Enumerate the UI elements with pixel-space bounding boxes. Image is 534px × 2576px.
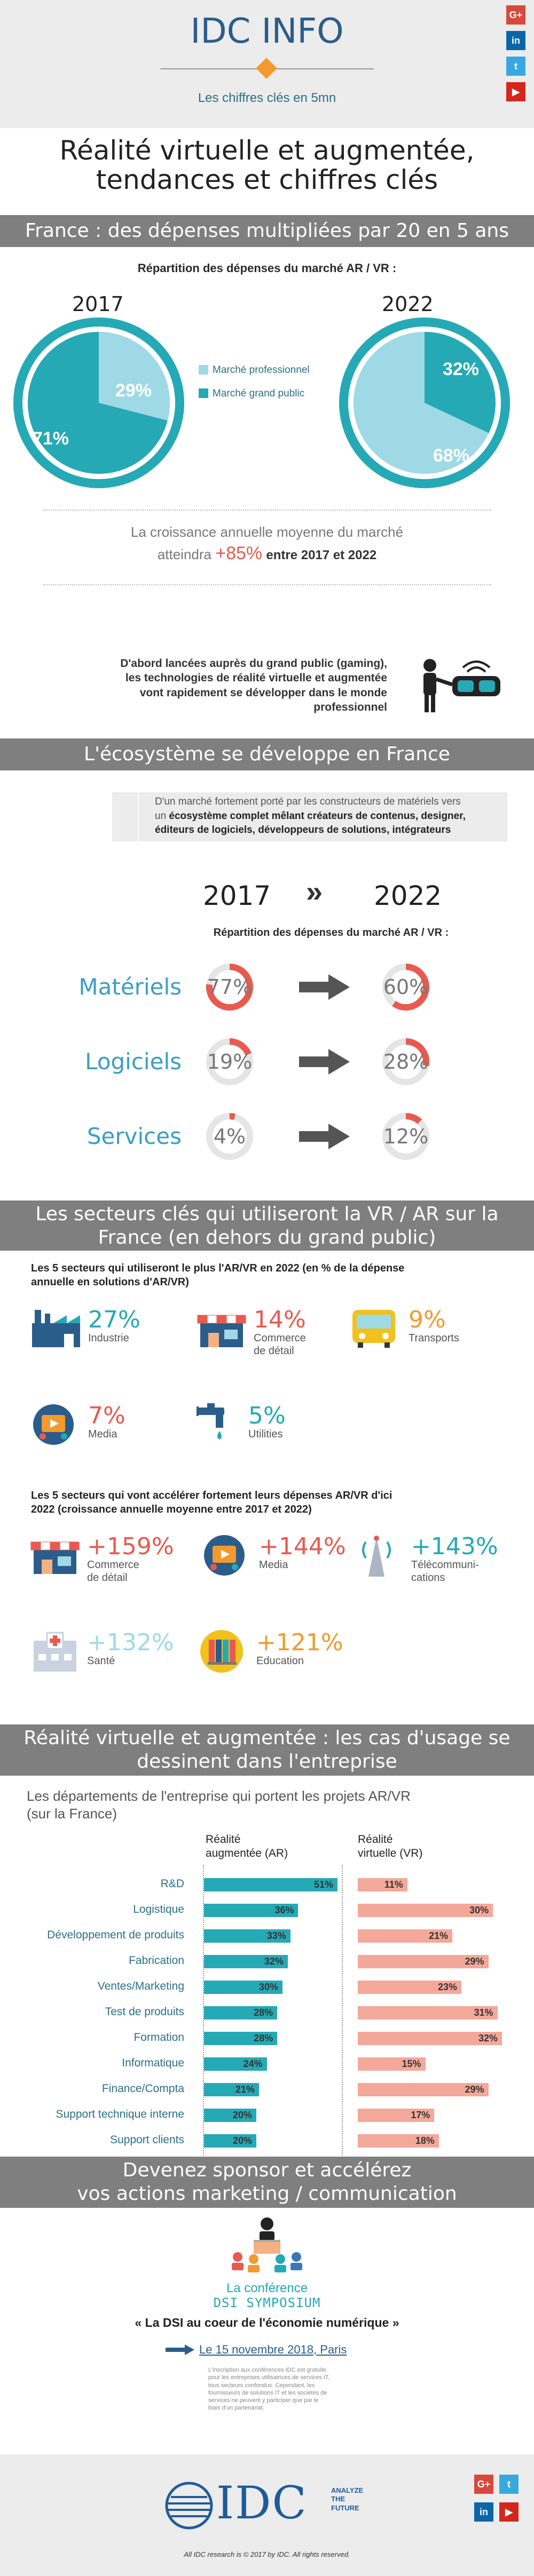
bar-ar: 21% xyxy=(204,2083,259,2096)
col-vr-label xyxy=(358,1833,422,1861)
conference-small-1: L'inscription aux conférences IDC est gratuite xyxy=(208,2367,326,2373)
sector-name: Transports xyxy=(409,1332,459,1344)
intro-text-bold-c: éditeurs de logiciels, développeurs de solutions, intégrateurs xyxy=(155,824,451,836)
bar-vr: 15% xyxy=(358,2057,426,2071)
media-icon xyxy=(204,1535,245,1576)
sector-name: de détail xyxy=(254,1345,294,1357)
conference-label-b: DSI SYMPOSIUM xyxy=(213,2295,321,2310)
growth-dots-top xyxy=(43,510,491,511)
sector-value: +121% xyxy=(256,1629,343,1656)
eco-category-label: Matériels xyxy=(78,974,182,1000)
bar-ar: 51% xyxy=(204,1878,337,1891)
bar-ar: 24% xyxy=(204,2057,267,2071)
label-pro: 29% xyxy=(115,380,152,401)
sector-name: de détail xyxy=(87,1572,128,1584)
sector-name: cations xyxy=(411,1572,445,1584)
bar-ar: 36% xyxy=(204,1904,298,1917)
bar-vr: 30% xyxy=(358,1904,493,1917)
conference-small-3: tous secteurs confondus. Cependant, les xyxy=(208,2382,315,2389)
eco-value-label: 77% xyxy=(207,975,253,999)
footer-googleplus-icon[interactable]: G+ xyxy=(474,2475,493,2494)
bar-ar: 32% xyxy=(204,1955,288,1968)
conference-label[interactable] xyxy=(160,2281,374,2310)
section4-banner-a: Réalité virtuelle et augmentée : les cas d'usage se xyxy=(23,1727,511,1749)
sector-name: Media xyxy=(88,1428,117,1440)
sectors-title-1b: annuelle en solutions d'AR/VR) xyxy=(31,1276,189,1288)
sector-value: 14% xyxy=(254,1306,306,1333)
arrow-right-icon xyxy=(299,1049,350,1075)
shop-icon xyxy=(198,1315,246,1347)
section4-banner-b: dessinent dans l'entreprise xyxy=(137,1751,397,1772)
header-title: IDC INFO xyxy=(190,12,344,51)
section4-banner xyxy=(0,1724,534,1776)
idc-logo[interactable]: IDC xyxy=(216,2477,308,2529)
footer-youtube-icon[interactable]: ▶ xyxy=(499,2502,519,2522)
bar-ar: 28% xyxy=(204,2006,277,2020)
bar-vr: 23% xyxy=(358,1981,461,1994)
idc-tagline xyxy=(331,2486,363,2513)
bar-vr: 29% xyxy=(358,2083,489,2096)
sectors-growth xyxy=(0,1523,534,1699)
sector-name: Commerce xyxy=(87,1559,139,1571)
eco-value-label: 60% xyxy=(383,975,429,999)
eco-year-2017: 2017 xyxy=(203,880,271,911)
idc-tagline-1: ANALYZE xyxy=(331,2486,364,2494)
sector-value: 9% xyxy=(409,1306,446,1333)
department-label: Logistique xyxy=(133,1903,184,1915)
section1-banner: France : des dépenses multipliées par 20 en 5 ans xyxy=(0,215,534,247)
department-label: R&D xyxy=(160,1878,184,1890)
bar-vr: 21% xyxy=(358,1929,452,1943)
intro-text-a: D'un marché fortement porté par les constructeurs de matériels vers xyxy=(155,796,461,807)
sectors-title-2 xyxy=(31,1489,512,1516)
sector-name: Commerce xyxy=(254,1332,306,1344)
googleplus-icon[interactable]: G+ xyxy=(506,5,525,25)
media-icon xyxy=(33,1404,74,1445)
year-2017: 2017 xyxy=(72,292,124,316)
intro-text xyxy=(155,795,497,838)
legend-swatch-pro xyxy=(199,365,208,375)
conference-date[interactable]: Le 15 novembre 2018, Paris xyxy=(199,2343,347,2356)
intro-text-b: un xyxy=(155,810,167,822)
sector-name: Utilities xyxy=(248,1428,283,1440)
col-vr-label-a: Réalité xyxy=(358,1833,393,1846)
bar-ar: 28% xyxy=(204,2032,277,2045)
bar-ar: 30% xyxy=(204,1981,282,1994)
growth-text-b: atteindra xyxy=(157,546,211,563)
bus-icon xyxy=(352,1310,395,1348)
sector-value: 5% xyxy=(248,1402,286,1429)
intro-box-stripe xyxy=(112,792,138,841)
departments-intro-b: (sur la France) xyxy=(27,1805,117,1822)
main-title-line1: Réalité virtuelle et augmentée, xyxy=(59,135,475,166)
eco-chart-title: Répartition des dépenses du marché AR / VR : xyxy=(213,927,449,939)
sector-name: Education xyxy=(256,1655,304,1667)
department-label: Finance/Compta xyxy=(101,2082,184,2095)
idc-tagline-2: THE xyxy=(331,2495,345,2503)
section3-banner xyxy=(0,1200,534,1251)
linkedin-icon[interactable]: in xyxy=(506,31,525,50)
bar-vr: 17% xyxy=(358,2109,434,2122)
sector-value: +144% xyxy=(259,1533,346,1560)
factory-icon xyxy=(32,1310,80,1347)
section3-banner-b: France (en dehors du grand public) xyxy=(98,1227,436,1249)
sector-name: Santé xyxy=(87,1655,115,1667)
label-grand-public: 71% xyxy=(32,428,69,449)
legend-swatch-gp xyxy=(199,388,208,398)
department-label: Formation xyxy=(134,2031,184,2044)
growth-line2 xyxy=(0,542,534,566)
shop-icon xyxy=(31,1542,79,1574)
sector-name: Media xyxy=(259,1559,288,1571)
section2-banner: L'écosystème se développe en France xyxy=(0,738,534,770)
label-grand-public: 68% xyxy=(433,446,470,466)
donut-2017 xyxy=(11,315,187,491)
conference-audience-icon xyxy=(224,2214,310,2276)
sectors-2022 xyxy=(0,1297,534,1478)
intro-text-bold-b: écosystème complet mêlant créateurs de contenus, designer, xyxy=(169,810,466,822)
intro-text-bline xyxy=(155,809,497,824)
sector-value: 27% xyxy=(88,1306,140,1333)
sector-name: Télécommuni- xyxy=(411,1559,479,1571)
bar-vr: 11% xyxy=(358,1878,407,1891)
bar-ar: 33% xyxy=(204,1929,290,1943)
growth-text-a: La croissance annuelle moyenne du marché xyxy=(130,524,404,540)
year-2022: 2022 xyxy=(382,292,434,316)
sector-value: +132% xyxy=(87,1629,174,1656)
tower-icon xyxy=(363,1536,390,1577)
growth-value: +85% xyxy=(215,543,263,564)
pro-note-line3: vont rapidement se développer dans le monde xyxy=(139,686,387,699)
departments-intro-a: Les départements de l'entreprise qui portent les projets AR/VR xyxy=(27,1788,411,1804)
sector-value: 7% xyxy=(88,1402,125,1429)
sectors-title-2b: 2022 (croissance annuelle moyenne entre 2017 et 2022) xyxy=(31,1504,312,1515)
department-label: Ventes/Marketing xyxy=(97,1980,184,1992)
bar-vr: 31% xyxy=(358,2006,498,2020)
sectors-title-1a: Les 5 secteurs qui utiliseront le plus l'AR/VR en 2022 (en % de la dépense xyxy=(31,1262,405,1274)
growth-block xyxy=(0,523,534,566)
header-subtitle: Les chiffres clés en 5mn xyxy=(198,91,336,105)
youtube-icon[interactable]: ▶ xyxy=(506,82,525,101)
departments-intro xyxy=(27,1787,507,1822)
department-label: Test de produits xyxy=(105,2006,184,2018)
section5-banner-a: Devenez sponsor et accélérez xyxy=(122,2159,412,2181)
donut-2022 xyxy=(336,315,513,491)
legend-label-gp: Marché grand public xyxy=(213,388,305,399)
col-vr-label-b: virtuelle (VR) xyxy=(358,1847,423,1860)
sector-name: Industrie xyxy=(88,1332,129,1344)
twitter-icon[interactable]: t xyxy=(506,57,525,76)
sectors-title-1 xyxy=(31,1261,512,1289)
col-ar-label xyxy=(206,1833,288,1861)
conference-small-4: fournisseurs de solutions IT et les sociétés de xyxy=(208,2389,327,2396)
eco-value-label: 28% xyxy=(383,1050,429,1074)
col-ar-label-b: augmentée (AR) xyxy=(206,1847,288,1860)
eco-chart xyxy=(0,955,534,1179)
section3-banner-a: Les secteurs clés qui utiliseront la VR / AR sur la xyxy=(35,1203,499,1225)
copyright: All IDC research is © 2017 by IDC. All rights reserved. xyxy=(184,2550,350,2558)
arrow-right-icon xyxy=(299,1124,350,1149)
idc-tagline-3: FUTURE xyxy=(331,2503,359,2512)
eco-arrows-icon: » xyxy=(306,874,323,908)
department-label: Support clients xyxy=(110,2134,184,2146)
main-title xyxy=(0,136,534,195)
conference-quote: « La DSI au coeur de l'économie numérique » xyxy=(135,2316,399,2329)
departments-chart xyxy=(0,1867,534,2156)
tap-icon xyxy=(197,1403,224,1440)
section5-banner xyxy=(0,2157,534,2208)
hospital-icon xyxy=(34,1633,76,1672)
eco-value-label: 12% xyxy=(383,1125,429,1148)
department-label: Informatique xyxy=(122,2057,184,2069)
growth-dots-bottom xyxy=(43,584,491,585)
conference-small-6: biais d'un partenariat. xyxy=(208,2405,264,2412)
bar-vr: 32% xyxy=(358,2032,502,2045)
conference-small-2: pour les entreprises utilisatrices de services IT, xyxy=(208,2374,330,2381)
section1-chart-title: Répartition des dépenses du marché AR / VR : xyxy=(137,261,397,275)
bar-ar: 20% xyxy=(204,2109,256,2122)
department-label: Développement de produits xyxy=(47,1929,184,1941)
sector-value: +143% xyxy=(411,1533,498,1560)
conference-small xyxy=(208,2366,331,2412)
bar-ar: 20% xyxy=(204,2134,256,2148)
eco-value-label: 19% xyxy=(207,1050,253,1074)
label-pro: 32% xyxy=(442,359,480,379)
bar-vr: 18% xyxy=(358,2134,439,2148)
bar-vr: 29% xyxy=(358,1955,489,1968)
arrow-right-icon xyxy=(166,2344,194,2355)
sectors-title-2a: Les 5 secteurs qui vont accélérer fortement leurs dépenses AR/VR d'ici xyxy=(31,1490,392,1501)
books-icon xyxy=(200,1630,243,1673)
arrow-right-icon xyxy=(299,974,350,1000)
growth-text-c: entre 2017 et 2022 xyxy=(266,548,377,563)
legend-label-pro: Marché professionnel xyxy=(213,364,310,376)
pro-note-line1: D'abord lancées auprès du grand public (gaming), xyxy=(120,657,387,670)
footer-linkedin-icon[interactable]: in xyxy=(474,2502,493,2522)
pro-note xyxy=(48,656,387,714)
col-ar-label-a: Réalité xyxy=(206,1833,241,1846)
eco-year-2022: 2022 xyxy=(374,880,442,911)
conference-small-5: services ne peuvent y participer que par le xyxy=(208,2397,319,2404)
conference-label-a: La conférence xyxy=(226,2281,308,2295)
pro-note-line2: les technologies de réalité virtuelle et augmentée xyxy=(125,672,387,685)
idc-globe-icon xyxy=(164,2481,214,2530)
sector-value: +159% xyxy=(87,1533,174,1560)
section5-banner-b: vos actions marketing / communication xyxy=(77,2183,457,2205)
department-label: Fabrication xyxy=(129,1954,184,1967)
vr-headset-user-icon xyxy=(409,654,505,715)
department-label: Support technique interne xyxy=(56,2108,184,2120)
eco-category-label: Logiciels xyxy=(85,1048,182,1075)
eco-category-label: Services xyxy=(87,1123,182,1149)
main-title-line2: tendances et chiffres clés xyxy=(96,164,438,195)
eco-value-label: 4% xyxy=(213,1125,246,1148)
footer-twitter-icon[interactable]: t xyxy=(499,2475,519,2494)
pro-note-line4: professionnel xyxy=(313,701,387,713)
